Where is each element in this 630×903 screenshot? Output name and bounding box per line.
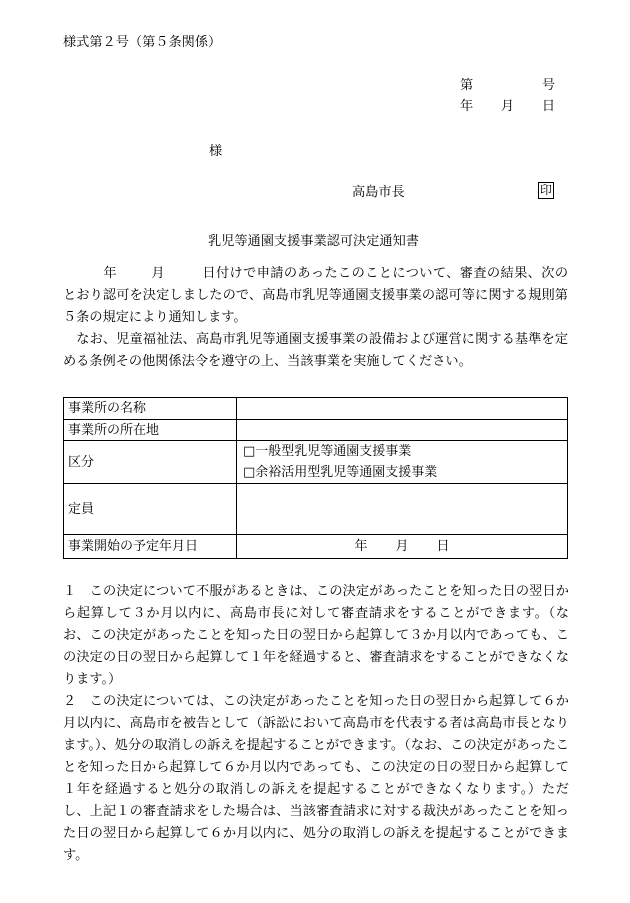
addressee: 様: [209, 144, 223, 159]
facility-info-table: [63, 397, 568, 559]
category-options: [237, 441, 568, 484]
table-row: [64, 398, 568, 420]
start-date-day: 日: [436, 539, 450, 554]
issue-date: [460, 100, 555, 113]
facility-name-label: 事業所の名称: [64, 398, 237, 420]
body-paragraph-decision: [63, 263, 568, 329]
category-option-general: □一般型乳児等通園支援事業: [243, 444, 412, 459]
capacity-value: [237, 484, 568, 535]
table-row: [64, 535, 568, 559]
document-number-prefix: 第: [460, 78, 474, 93]
seal-mark: 印: [539, 183, 552, 197]
table-row: [64, 441, 568, 484]
start-date-label: 事業開始の予定年月日: [64, 535, 237, 559]
document-title: 乳児等通園支援事業認可決定通知書: [208, 234, 419, 249]
start-date-year: 年: [354, 539, 368, 554]
appeal-notes: [63, 581, 569, 867]
facility-address-value: [237, 420, 568, 441]
capacity-label: 定員: [64, 484, 237, 535]
issuer-name: 高島市長: [352, 185, 405, 200]
decision-text: 日付けで申請のあったこのことについて、審査の結果、次のとおり認可を決定しましたので、高島市乳児等通園支援事業の認可等に関する規則第５条の規定により通知します。: [63, 266, 569, 325]
start-date-month: 月: [395, 539, 409, 554]
facility-name-value: [237, 398, 568, 420]
body-paragraph-compliance: [63, 329, 568, 373]
issue-date-month: 月: [500, 99, 515, 114]
category-label: 区分: [64, 441, 237, 484]
table-row: [64, 484, 568, 535]
application-month: 月: [150, 266, 165, 281]
form-number-label: 様式第２号（第５条関係）: [63, 35, 222, 50]
facility-address-label: 事業所の所在地: [64, 420, 237, 441]
note-lawsuit: ２ この決定については、この決定があったことを知った日の翌日から起算して６か月以内に、高島市を被告として（訴訟において高島市を代表する者は高島市長となります。）、処分の取消しの訴えを提起することができます。（なお、この決定があったことを知った日から起算して６か月以内であっても、この決定の日の翌日から起算して１年を経過すると処分の取消しの訴えを提起することができなくなります。）ただし、上記１の審査請求をした場合は、当該審査請求に対する裁決があったことを知った日の翌日から起算して６か月以内に、処分の取消しの訴えを提起することができます。: [63, 694, 569, 863]
issue-date-year: 年: [460, 99, 474, 114]
category-option-surplus: □余裕活用型乳児等通園支援事業: [243, 465, 438, 480]
document-number-suffix: 号: [541, 78, 555, 93]
application-year: 年: [103, 266, 117, 281]
compliance-text: なお、児童福祉法、高島市乳児等通園支援事業の設備および運営に関する基準を定める条例その他関係法令を遵守の上、当該事業を実施してください。: [63, 332, 569, 369]
table-row: [64, 420, 568, 441]
start-date-value: [237, 535, 568, 559]
note-review-request: １ この決定について不服があるときは、この決定があったことを知った日の翌日から起算して３か月以内に、高島市長に対して審査請求をすることができます。（なお、この決定があったことを知った日の翌日から起算して３か月以内であっても、この決定の日の翌日から起算して１年を経過すると、審査請求をすることができなくなります。）: [63, 584, 569, 687]
issue-date-day: 日: [541, 99, 555, 114]
document-number: [460, 79, 555, 92]
